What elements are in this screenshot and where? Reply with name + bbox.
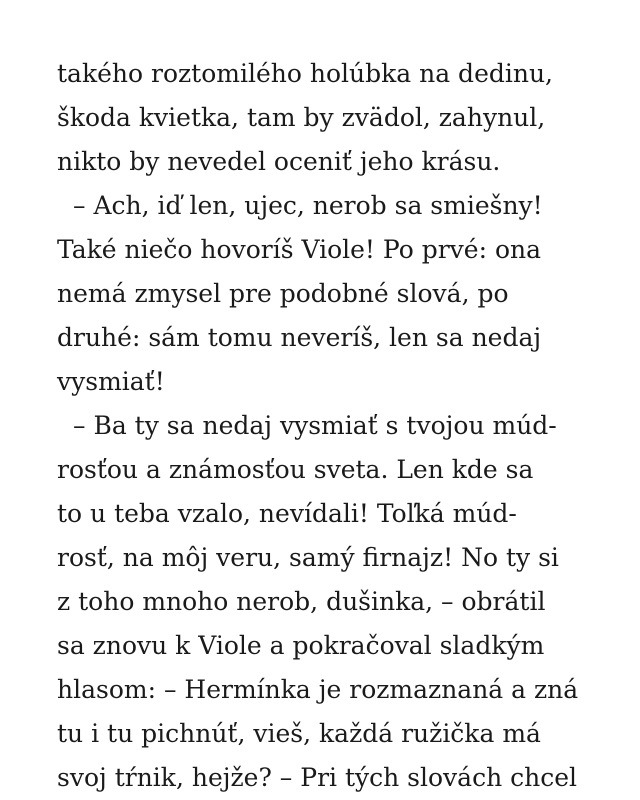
text-line: rosť, na môj veru, samý firnajz! No ty si <box>57 543 559 572</box>
text-line: druhé: sám tomu neveríš, len sa nedaj <box>57 323 542 352</box>
text-line: nikto by nevedel oceniť jeho krásu. <box>57 147 501 176</box>
text-line: takého roztomilého holúbka na dedinu, <box>57 59 554 88</box>
text-line: – Ach, iď len, ujec, nerob sa smiešny! <box>73 191 543 220</box>
body-text <box>57 52 617 800</box>
text-line: tu i tu pichnúť, vieš, každá ružička má <box>57 719 541 748</box>
text-line: hlasom: – Hermínka je rozmaznaná a zná <box>57 675 579 704</box>
text-line: sa znovu k Viole a pokračoval sladkým <box>57 631 545 660</box>
text-line: vysmiať! <box>57 367 165 396</box>
text-line: Také niečo hovoríš Viole! Po prvé: ona <box>57 235 542 264</box>
text-line: – Ba ty sa nedaj vysmiať s tvojou múd- <box>73 411 557 440</box>
text-line: rosťou a známosťou sveta. Len kde sa <box>57 455 534 484</box>
text-line: z toho mnoho nerob, dušinka, – obrátil <box>57 587 546 616</box>
text-line: svoj tŕnik, hejže? – Pri tých slovách chcel <box>57 763 578 792</box>
text-line: nemá zmysel pre podobné slová, po <box>57 279 509 308</box>
text-line: škoda kvietka, tam by zvädol, zahynul, <box>57 103 546 132</box>
text-line: to u teba vzalo, nevídali! Toľká múd- <box>57 499 517 528</box>
